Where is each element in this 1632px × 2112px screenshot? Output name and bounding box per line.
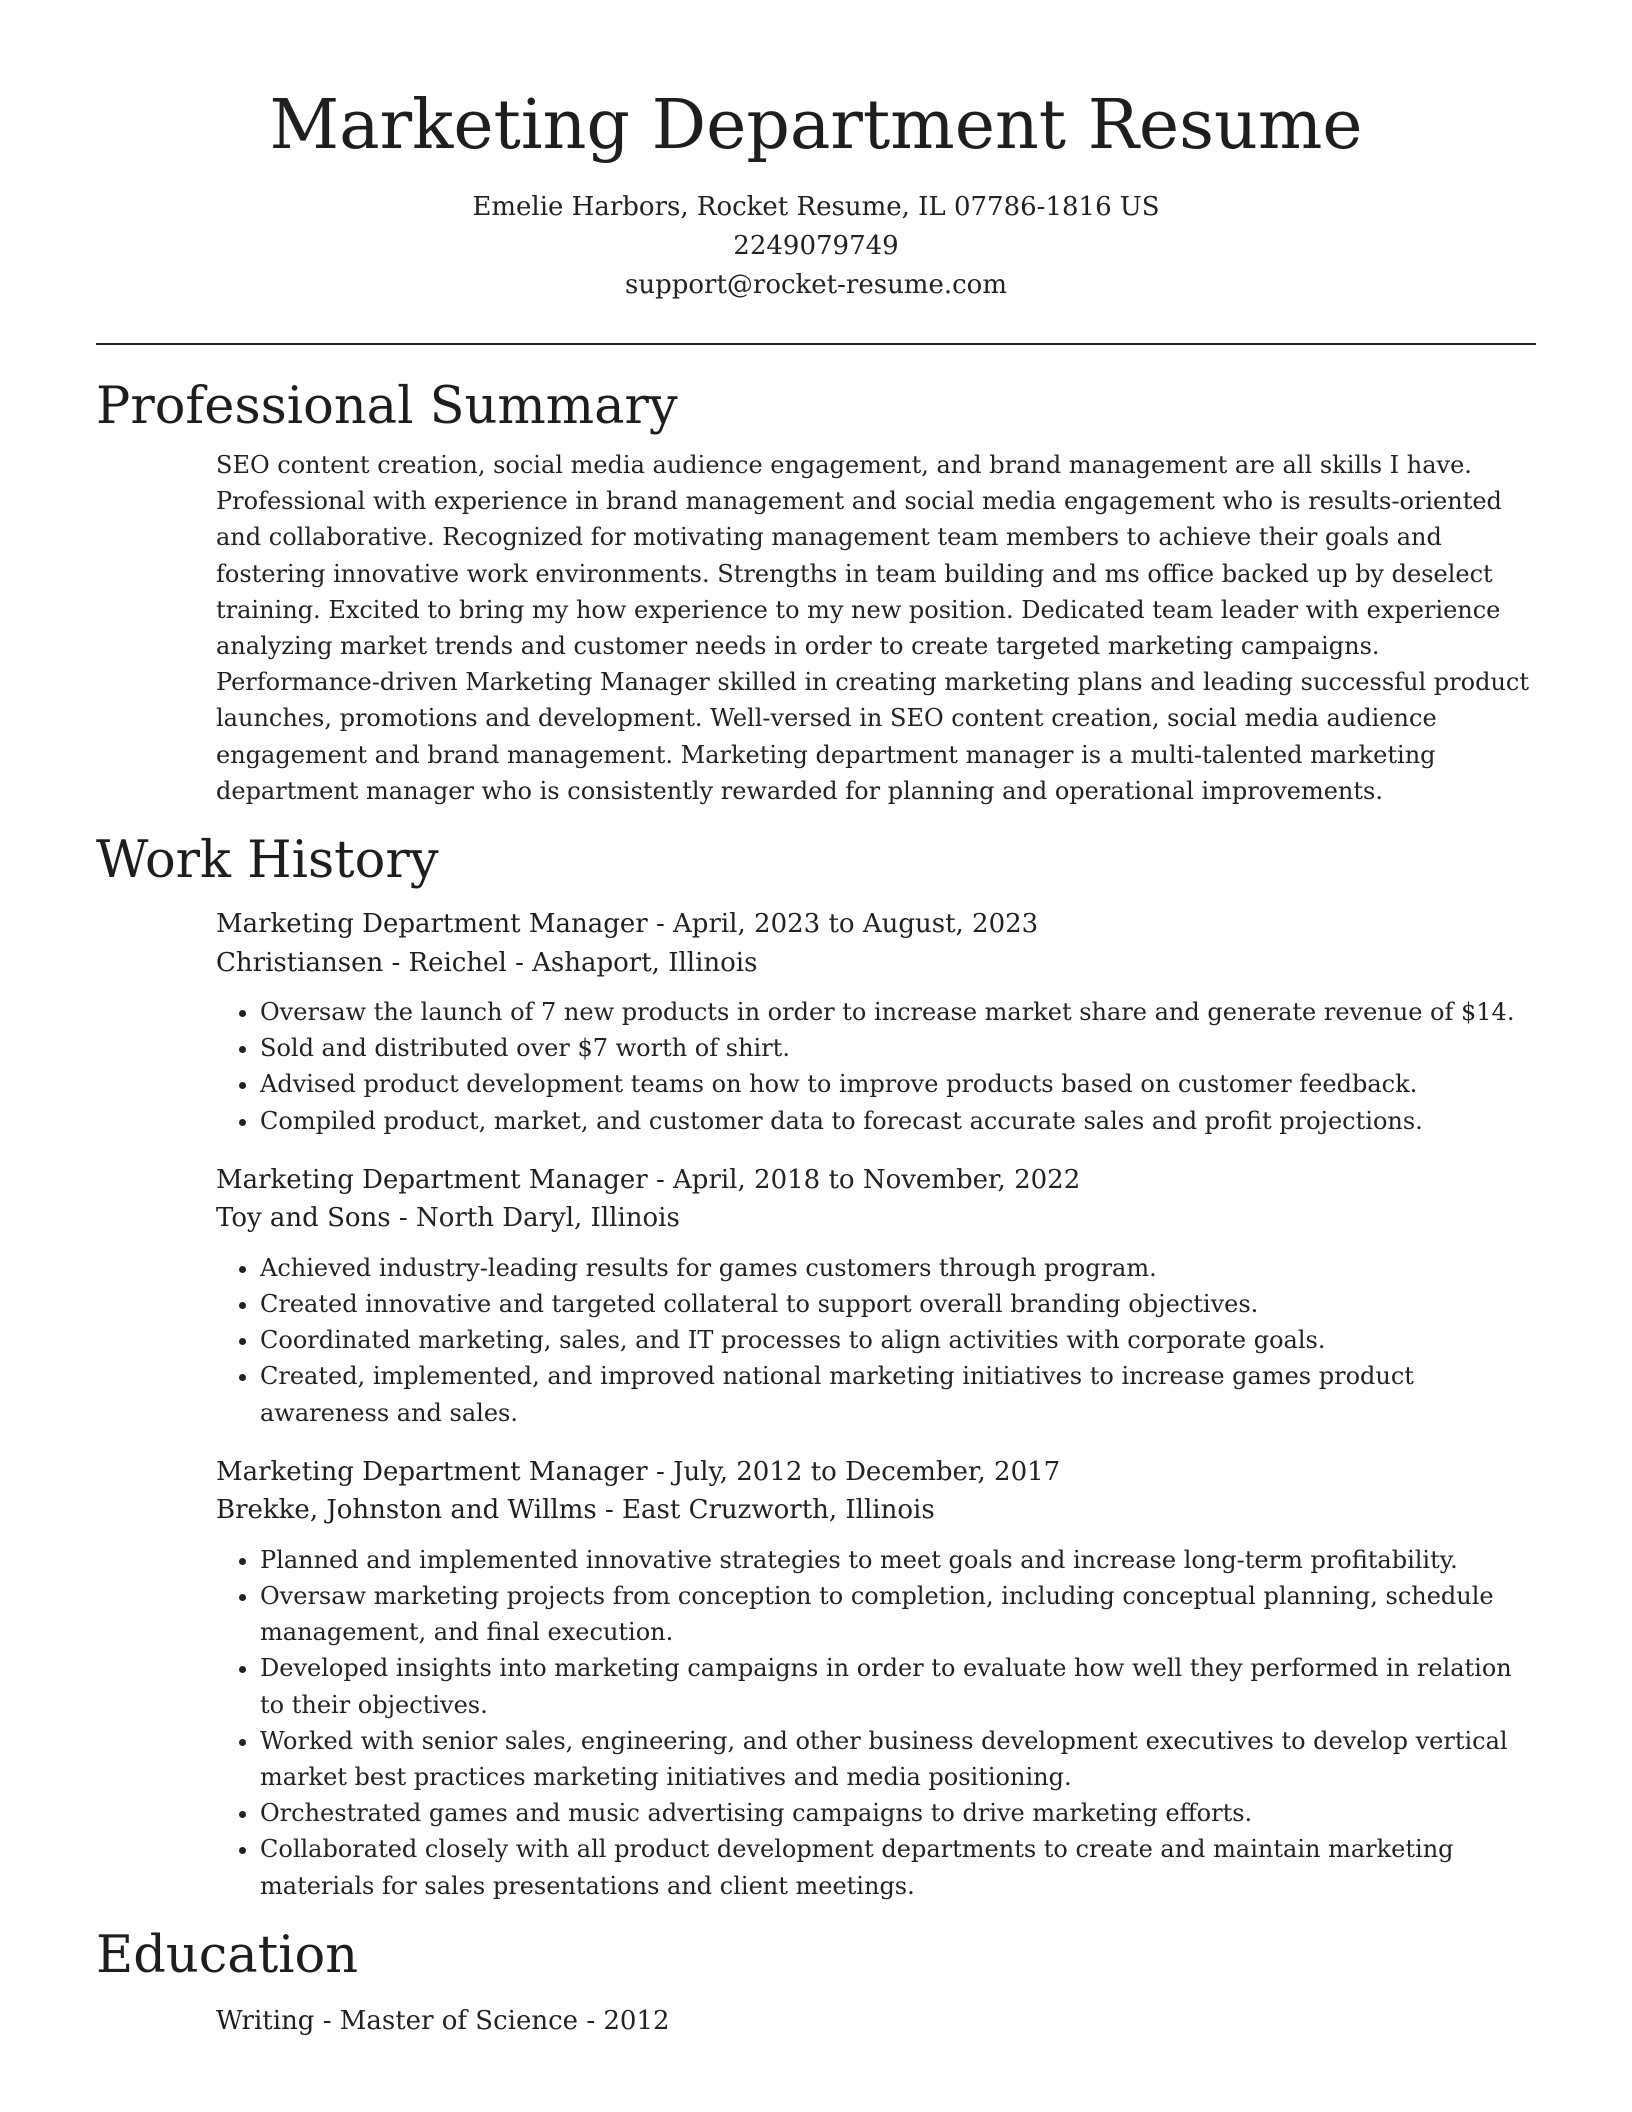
job-bullet: • Compiled product, market, and customer data to forecast accurate sales and profit projections. — [260, 1103, 1536, 1139]
education-heading: Education — [96, 1925, 359, 1985]
job-location: - Ashaport, Illinois — [506, 947, 758, 978]
job-bullet: • Created innovative and targeted collateral to support overall branding objectives. — [260, 1286, 1536, 1322]
contact-address: Emelie Harbors, Rocket Resume, IL 07786-1816 US — [472, 192, 1160, 222]
job-company-line — [216, 1199, 1536, 1238]
job-bullet: • Planned and implemented innovative strategies to meet goals and increase long-term profitability. — [260, 1542, 1536, 1578]
job-location: - East Cruzworth, Illinois — [596, 1495, 935, 1526]
job-bullet: • Coordinated marketing, sales, and IT processes to align activities with corporate goals. — [260, 1322, 1536, 1358]
job-title-line — [216, 905, 1536, 944]
job-bullet: • Created, implemented, and improved national marketing initiatives to increase games product awareness and sales. — [260, 1358, 1536, 1430]
job-bullets — [216, 1542, 1536, 1904]
job-company: Brekke, Johnston and Willms — [216, 1495, 597, 1526]
job-company: Christiansen - Reichel — [216, 947, 507, 978]
education-field: Writing — [216, 2005, 315, 2036]
job-title: Marketing Department Manager — [216, 1164, 648, 1195]
work-history-heading: Work History — [96, 831, 439, 891]
job-dates: - April, 2023 to August, 2023 — [647, 909, 1039, 940]
job-bullet: • Developed insights into marketing campaigns in order to evaluate how well they performed in relation to their objectives. — [260, 1650, 1536, 1722]
job-title-line — [216, 1161, 1536, 1200]
job-bullet: • Achieved industry-leading results for games customers through program. — [260, 1250, 1536, 1286]
summary-heading: Professional Summary — [96, 377, 678, 436]
contact-email: support@rocket-resume.com — [624, 270, 1007, 300]
job-title: Marketing Department Manager — [216, 909, 648, 940]
resume-header — [96, 0, 1536, 305]
resume-page — [96, 0, 1536, 2040]
contact-phone: 2249079749 — [733, 231, 899, 261]
job-location: - North Daryl, Illinois — [390, 1203, 680, 1234]
summary-text: SEO content creation, social media audience engagement, and brand management are all skills I have. Professional with experience in brand management and social media engagement who is results-oriented and collaborative. Recognized for motivating management team members to achieve their goals and fostering innovative work environments. Strengths in team building and ms office backed up by deselect training. Excited to bring my how experience to my new position. Dedicated team leader with experience analyzing market trends and customer needs in order to create targeted marketing campaigns. Performance-driven Marketing Manager skilled in creating marketing plans and leading successful product launches, promotions and development. Well-versed in SEO content creation, social media audience engagement and brand management. Marketing department manager is a multi-talented marketing department manager who is consistently rewarded for planning and operational improvements. — [216, 451, 1529, 805]
job-dates: - April, 2018 to November, 2022 — [647, 1164, 1081, 1195]
header-divider — [96, 343, 1536, 345]
job-bullets — [216, 1250, 1536, 1431]
education-degree: - Master of Science - 2012 — [314, 2005, 670, 2036]
job-company-line — [216, 944, 1536, 983]
job-bullet: • Sold and distributed over $7 worth of shirt. — [260, 1030, 1536, 1066]
job-entry — [216, 1161, 1536, 1431]
job-company: Toy and Sons — [216, 1203, 391, 1234]
job-bullet: • Collaborated closely with all product development departments to create and maintain marketing materials for sales presentations and client meetings. — [260, 1831, 1536, 1903]
job-bullet: • Advised product development teams on how to improve products based on customer feedback. — [260, 1066, 1536, 1102]
job-bullet: • Orchestrated games and music advertising campaigns to drive marketing efforts. — [260, 1795, 1536, 1831]
job-title-line — [216, 1453, 1536, 1492]
job-company-line — [216, 1491, 1536, 1530]
job-entry — [216, 905, 1536, 1139]
education-entry — [216, 2002, 1536, 2041]
job-bullet: • Worked with senior sales, engineering, and other business development executives to develop vertical market best practices marketing initiatives and media positioning. — [260, 1723, 1536, 1795]
job-dates: - July, 2012 to December, 2017 — [647, 1456, 1061, 1487]
job-bullet: • Oversaw the launch of 7 new products in order to increase market share and generate revenue of $14. — [260, 994, 1536, 1030]
job-bullet: • Oversaw marketing projects from conception to completion, including conceptual planning, schedule management, and final execution. — [260, 1578, 1536, 1650]
job-entry — [216, 1453, 1536, 1904]
resume-title: Marketing Department Resume — [269, 86, 1363, 165]
job-bullets — [216, 994, 1536, 1139]
job-title: Marketing Department Manager — [216, 1456, 648, 1487]
